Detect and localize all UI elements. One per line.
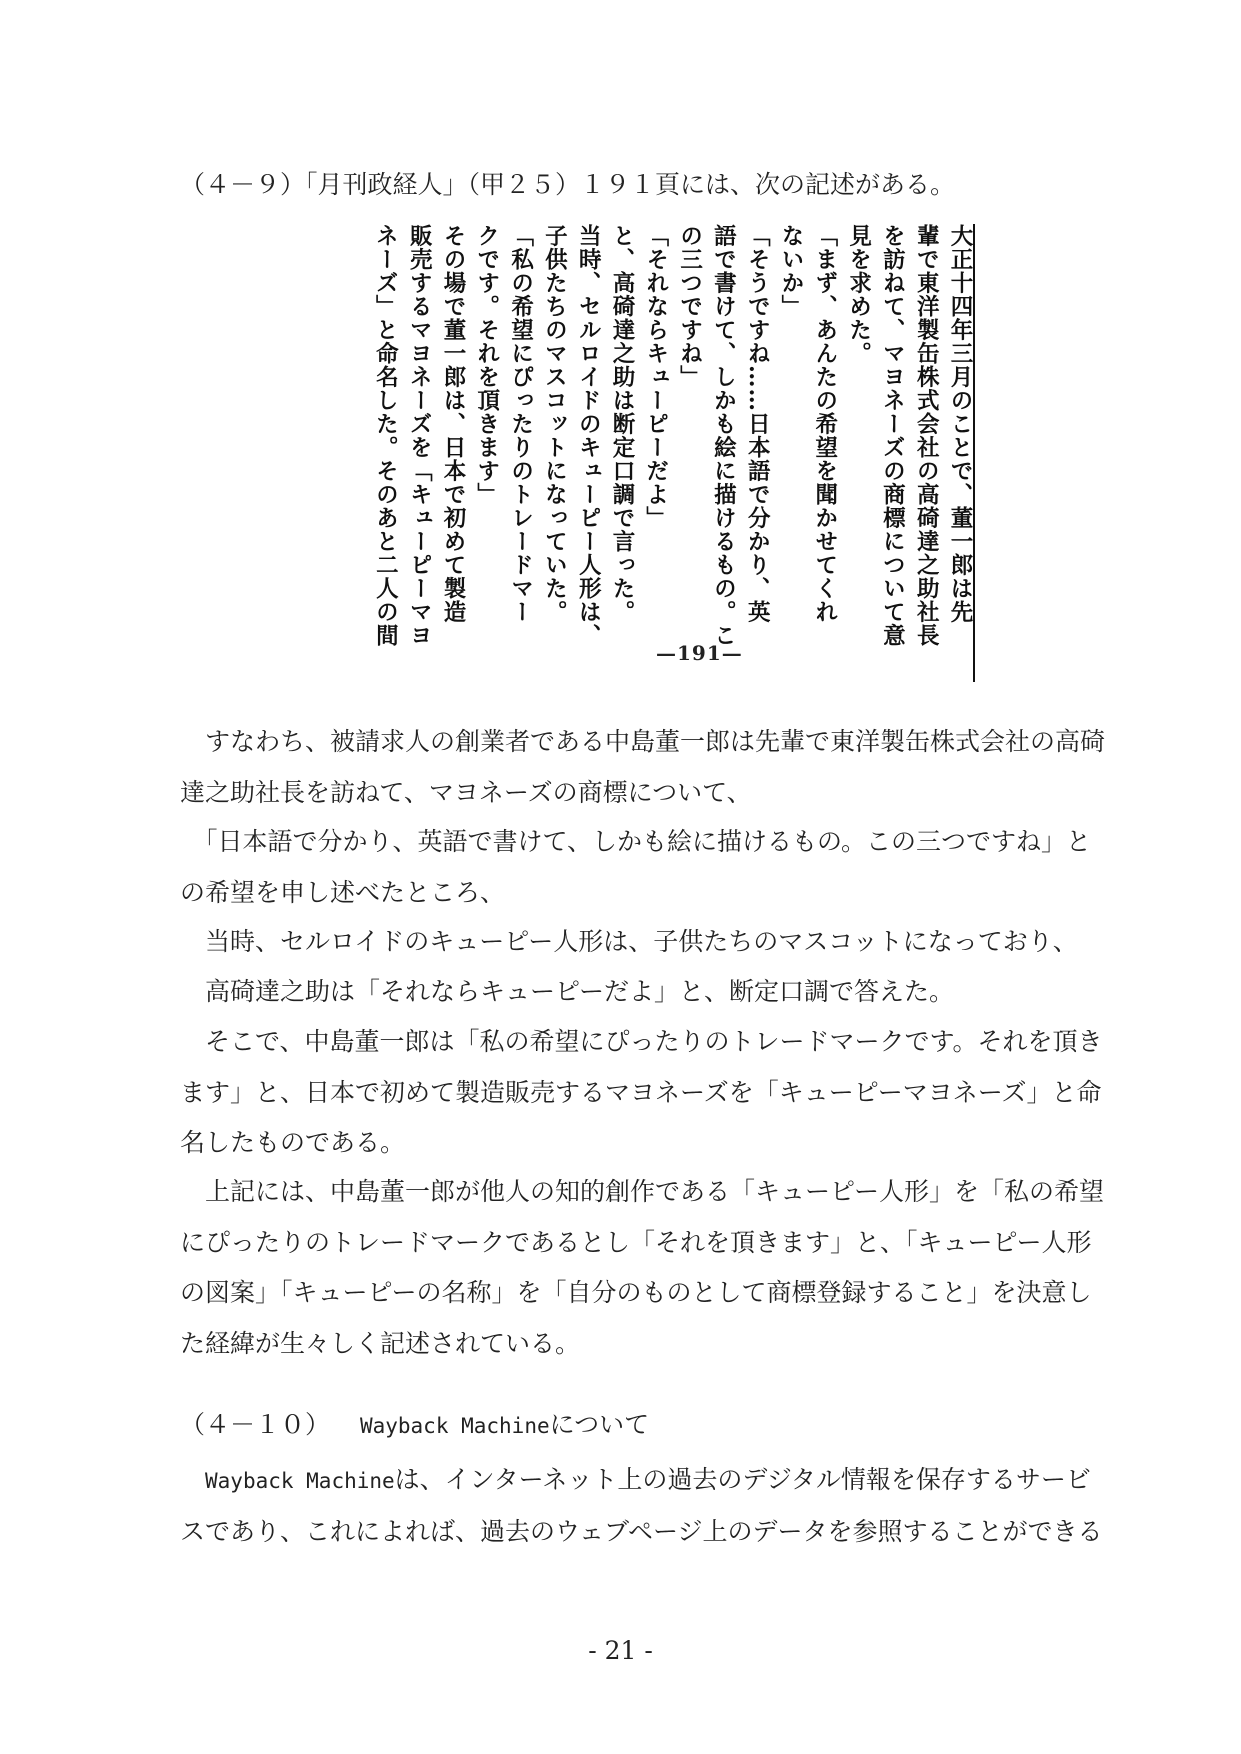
- wayback-paragraph: [180, 1455, 1103, 1557]
- paragraph-line: すなわち、被請求人の創業者である中島董一郎は先輩で東洋製缶株式会社の高碕: [180, 727, 1106, 756]
- excerpt-column: 販売するマヨネーズを「キューピーマヨ: [406, 224, 433, 647]
- paragraph: [180, 917, 1100, 968]
- excerpt-column: を訪ねて、マヨネーズの商標について意: [879, 224, 906, 647]
- paragraph-line: ます」と、日本で初めて製造販売するマヨネーズを「キューピーマヨネーズ」と命: [180, 1077, 1102, 1107]
- paragraph-line: 上記には、中島董一郎が他人の知的創作である「キューピー人形」を「私の希望: [180, 1177, 1105, 1206]
- paragraph-line-text: は、インターネット上の過去のデジタル情報を保存するサービ: [394, 1465, 1091, 1494]
- paragraph-line: にぴったりのトレードマークであるとし「それを頂きます」と、「キューピー人形: [180, 1227, 1092, 1257]
- paragraph: [180, 967, 1100, 1018]
- excerpt-page-number: —191—: [656, 641, 743, 665]
- heading-suffix: について: [549, 1410, 650, 1439]
- paragraph-line: の希望を申し述べたところ、: [180, 877, 506, 907]
- paragraph-line: 高碕達之助は「それならキューピーだよ」と、断定口調で答えた。: [180, 977, 955, 1006]
- excerpt-column: 大正十四年三月のことで、董一郎は先: [947, 224, 973, 624]
- excerpt-column: と、高碕達之助は断定口調で言った。: [609, 224, 635, 624]
- excerpt-column: 「私の希望にぴったりのトレードマー: [507, 224, 534, 624]
- excerpt-column: ネーズ」と命名した。そのあと二人の間: [372, 224, 399, 647]
- section-heading-4-10: [180, 1410, 649, 1441]
- excerpt-column: 「それならキューピーだよ」: [642, 224, 669, 530]
- paragraph-line: 達之助社長を訪ねて、マヨネーズの商標について、: [180, 777, 752, 807]
- excerpt-column: 輩で東洋製缶株式会社の高碕達之助社長: [913, 224, 940, 647]
- paragraph-line: 名したものである。: [180, 1128, 406, 1157]
- paragraph: [180, 717, 1106, 818]
- paragraph-line: 当時、セルロイドのキューピー人形は、子供たちのマスコットになっており、: [180, 927, 1078, 956]
- paragraph-line: そこで、中島董一郎は「私の希望にぴったりのトレードマークです。それを頂き: [180, 1027, 1103, 1056]
- excerpt-border-line: [973, 224, 975, 682]
- heading-wayback-name: Wayback Machine: [359, 1414, 550, 1438]
- excerpt-column: 見を求めた。: [845, 224, 872, 365]
- excerpt-column: 「まず、あんたの希望を聞かせてくれ: [811, 224, 838, 624]
- excerpt-column: クです。それを頂きます」: [473, 224, 500, 506]
- excerpt-column: の三つですね」: [676, 224, 703, 389]
- paragraph-line: スであり、これによれば、過去のウェブページ上のデータを参照することができる: [180, 1516, 1103, 1546]
- paragraph: [180, 1167, 1105, 1369]
- wayback-name: Wayback Machine: [205, 1469, 395, 1493]
- excerpt-column: ないか」: [778, 224, 804, 318]
- paragraph: [180, 1017, 1103, 1169]
- paragraph-line: の図案」「キューピーの名称」を「自分のものとして商標登録すること」を決意し: [180, 1278, 1092, 1307]
- excerpt-column: その場で董一郎は、日本で初めて製造: [440, 224, 466, 624]
- section-heading-4-9: （４－９）「月刊政経人」（甲２５）１９１頁には、次の記述がある。: [180, 170, 956, 199]
- paragraph-line: 「日本語で分かり、英語で書けて、しかも絵に描けるもの。この三つですね」と: [180, 827, 1092, 856]
- scanned-magazine-excerpt: [372, 224, 980, 682]
- excerpt-column: 語で書けて、しかも絵に描けるもの。こ: [710, 224, 737, 647]
- heading-number: （４－１０）: [180, 1410, 331, 1439]
- paragraph: [180, 817, 1100, 918]
- excerpt-column: 子供たちのマスコットになっていた。: [541, 224, 568, 624]
- paragraph-line: た経緯が生々しく記述されている。: [180, 1328, 581, 1358]
- excerpt-column: 「そうですね……日本語で分かり、英: [744, 224, 771, 624]
- page-number: - 21 -: [588, 1636, 653, 1665]
- paragraph-line: [180, 1455, 1100, 1507]
- excerpt-column: 当時、セルロイドのキューピー人形は、: [575, 224, 602, 647]
